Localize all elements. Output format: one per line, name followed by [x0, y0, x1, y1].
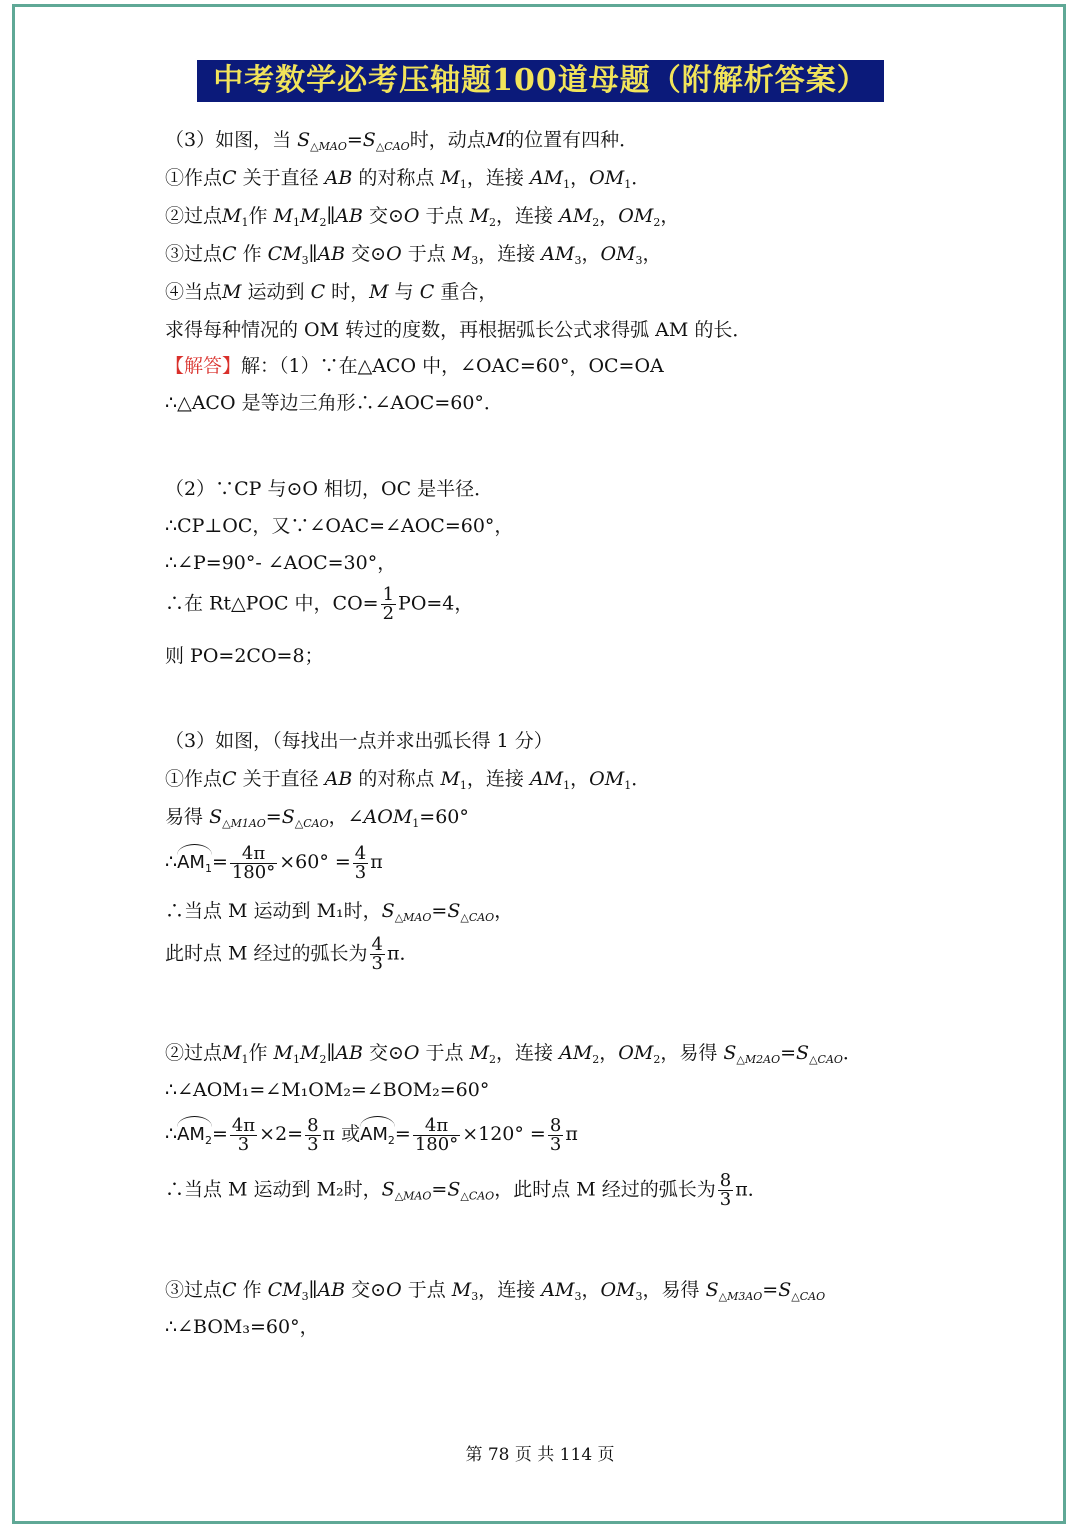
arc-am1: $AM_1$	[177, 842, 212, 876]
analysis-step-1: ①作点C 关于直径 AB 的对称点 $M_1$，连接 $AM_1$，$OM_1$．	[165, 167, 651, 191]
solution-2-line-4: ∴在 Rt△POC 中，CO= $\frac{1}{2}$ PO=4，	[165, 584, 474, 624]
analysis-step-4: ④当点M 运动到 C 时，M 与 C 重合，	[165, 281, 498, 303]
page-title: 中考数学必考压轴题100道母题（附解析答案）	[197, 60, 884, 102]
case-1-easy: 易得 $S_{\triangle M1AO}=S_{\triangle CAO}$，$\angle AOM_1=60^\circ$	[165, 806, 469, 830]
case-2-arc-formula: $\therefore AM_2=$ $\frac{4\pi}{3}$ ×2= $\frac{8}{3}$ π 或$AM_2=$ $\frac{4\pi}{180^\circ}$ ×120° = $\frac{8}{3}$ π	[165, 1114, 578, 1155]
solution-1-line-1: 【解答】解：（1）∵在△ACO 中，∠OAC=60°，OC=OA	[165, 355, 664, 377]
analysis-intro: （3）如图，当 $S_{\triangle MAO}=S_{\triangle CAO}$时，动点M的位置有四种．	[165, 129, 639, 153]
analysis-step-2: ②过点$M_1$作 $M_1M_2\parallel AB$ 交⊙O 于点 $M_2$，连接 $AM_2$，$OM_2$，	[165, 205, 680, 229]
answer-label: 【解答】	[165, 355, 242, 377]
case-1-result: 此时点 M 经过的弧长为 $\frac{4}{3}$ π．	[165, 934, 419, 974]
solution-3-head: （3）如图，（每找出一点并求出弧长得 1 分）	[165, 730, 553, 752]
case-2-angle: ∴∠AOM₁=∠M₁OM₂=∠BOM₂=60°	[165, 1079, 490, 1101]
arc-am2: $AM_2$	[177, 1114, 212, 1148]
solution-2-line-3: ∴∠P=90°- ∠AOC=30°，	[165, 552, 397, 574]
case-1-construct: ①作点C 关于直径 AB 的对称点 $M_1$，连接 $AM_1$，$OM_1$．	[165, 768, 651, 792]
solution-1-line-2: ∴△ACO 是等边三角形∴∠AOC=60°．	[165, 392, 503, 414]
solution-2-line-2: ∴CP⊥OC，又∵∠OAC=∠AOC=60°，	[165, 515, 514, 537]
case-3-angle: ∴∠BOM₃=60°，	[165, 1316, 319, 1338]
arc-am2-alt: $AM_2$	[360, 1114, 395, 1148]
case-1-move: ∴当点 M 运动到 M₁时，$S_{\triangle MAO}=S_{\triangle CAO}$，	[165, 900, 514, 924]
case-2-move: ∴当点 M 运动到 M₂时，$S_{\triangle MAO}=S_{\triangle CAO}$，此时点 M 经过的弧长为 $\frac{8}{3}$ π．	[165, 1170, 767, 1210]
case-3-construct: ③过点C 作 $CM_3\parallel AB$ 交⊙O 于点 $M_3$，连接 $AM_3$，$OM_3$，易得 $S_{\triangle M3AO}=S_{\triangle CAO}$	[165, 1279, 826, 1303]
analysis-summary: 求得每种情况的 OM 转过的度数，再根据弧长公式求得弧 AM 的长．	[165, 319, 752, 341]
solution-2-line-1: （2）∵CP 与⊙O 相切，OC 是半径．	[165, 478, 494, 500]
case-2-construct: ②过点$M_1$作 $M_1M_2\parallel AB$ 交⊙O 于点 $M_2$，连接 $AM_2$，$OM_2$，易得 $S_{\triangle M2AO}=S_{\triangle CAO}$．	[165, 1042, 862, 1066]
solution-2-line-5: 则 PO=2CO=8；	[165, 645, 324, 667]
analysis-step-3: ③过点C 作 $CM_3\parallel AB$ 交⊙O 于点 $M_3$，连接 $AM_3$，$OM_3$，	[165, 243, 662, 267]
fraction-one-half: $\frac{1}{2}$	[382, 584, 395, 624]
page-footer: 第 78 页 共 114 页	[465, 1445, 615, 1465]
case-1-arc-formula: $\therefore AM_1=$ $\frac{4\pi}{180^\circ}$ ×60° = $\frac{4}{3}$ π	[165, 842, 383, 883]
